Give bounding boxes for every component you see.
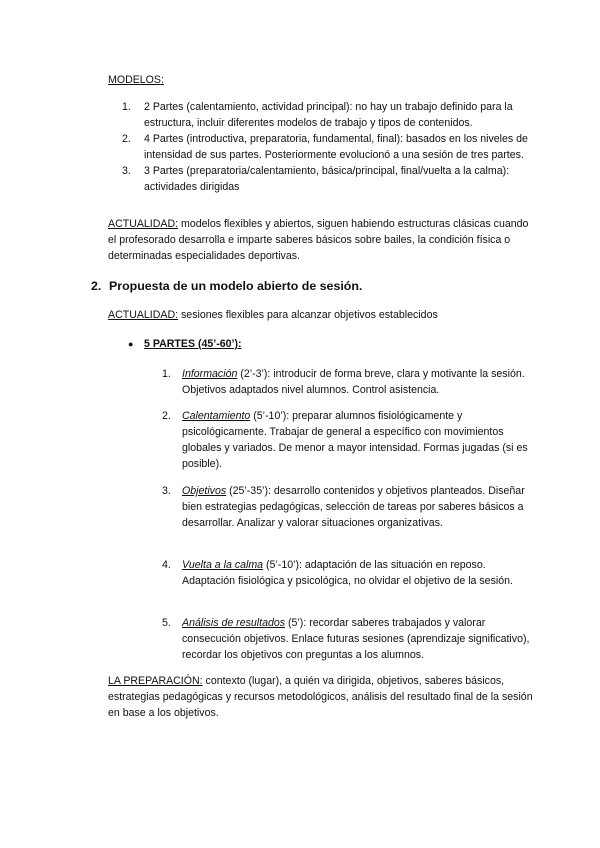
part-item [162,557,534,589]
part-description: (5’-10’): adaptación de las situación en reposo. Adaptación fisiológica y psicológica, no olvidar el objetivo de la sesión. [182,559,513,587]
preparacion-label: LA PREPARACIÓN: [108,675,203,687]
part-name: Análisis de resultados [182,617,286,629]
part-description: (25’-35’): desarrollo contenidos y objetivos planteados. Diseñar bien estrategias pedagógicas, selección de tareas por saberes básicos a desarrollar. Analizar y valorar situaciones organizativas. [182,485,525,529]
bullet-icon: ● [128,339,134,349]
actualidad-label: ACTUALIDAD: [108,218,179,230]
part-item [162,483,534,531]
section-title: Propuesta de un modelo abierto de sesión. [109,279,363,293]
list-text: 3 Partes (preparatoria/calentamiento, básica/principal, final/vuelta a la calma): actividades dirigidas [144,165,510,193]
part-description: (2’-3’): introducir de forma breve, clara y motivante la sesión. Objetivos adaptados nivel alumnos. Control asistencia. [182,368,525,396]
part-item [162,408,534,472]
bullet-title: 5 PARTES (45’-60’): [144,338,242,350]
part-description: (5’): recordar saberes trabajados y valorar consecución objetivos. Enlace futuras sesiones (aprendizaje significativo), recordar los objetivos con preguntas a los alumnos. [182,617,530,661]
section-heading [91,278,362,294]
list-item [108,99,534,131]
actualidad-label: ACTUALIDAD: [108,309,179,321]
section-number: 2. [91,279,102,293]
models-actualidad-paragraph [108,216,533,264]
list-text: 4 Partes (introductiva, preparatoria, fundamental, final): basados en los niveles de intensidad de sus partes. Posteriormente evolucionó a una sesión de tres partes. [144,133,528,161]
part-item [162,615,534,663]
models-list [108,99,534,195]
section-actualidad-paragraph [108,307,533,323]
part-item [162,366,534,398]
list-item [108,131,534,163]
part-number: 5. [162,617,171,629]
part-number: 3. [162,485,171,497]
part-name: Objetivos [182,485,227,497]
part-number: 2. [162,410,171,422]
actualidad-text: sesiones flexibles para alcanzar objetivos establecidos [178,309,438,321]
preparacion-paragraph [108,673,533,721]
list-number: 3. [122,165,131,177]
actualidad-text: modelos flexibles y abiertos, siguen habiendo estructuras clásicas cuando el profesorado desarrolla e imparte saberes básicos sobre bailes, la condición física o determinadas especialidades deportivas. [108,218,529,262]
part-name: Vuelta a la calma [182,559,264,571]
list-number: 2. [122,133,131,145]
list-number: 1. [122,101,131,113]
part-number: 1. [162,368,171,380]
preparacion-text: contexto (lugar), a quién va dirigida, objetivos, saberes básicos, estrategias pedagógicas y recursos metodológicos, análisis del resultado final de la sesión en base a los objetivos. [108,675,533,719]
list-text: 2 Partes (calentamiento, actividad principal): no hay un trabajo definido para la estructura, incluir diferentes modelos de trabajo y tipos de contenidos. [144,101,513,129]
list-item [108,163,534,195]
part-description: (5’-10’): preparar alumnos fisiológicamente y psicológicamente. Trabajar de general a específico con movimientos globales y variados. De menor a mayor intensidad. Formas jugadas (si es posible). [182,410,528,470]
models-heading: MODELOS: [108,74,164,86]
part-name: Calentamiento [182,410,251,422]
part-number: 4. [162,559,171,571]
bullet-heading [128,336,242,352]
part-name: Información [182,368,238,380]
